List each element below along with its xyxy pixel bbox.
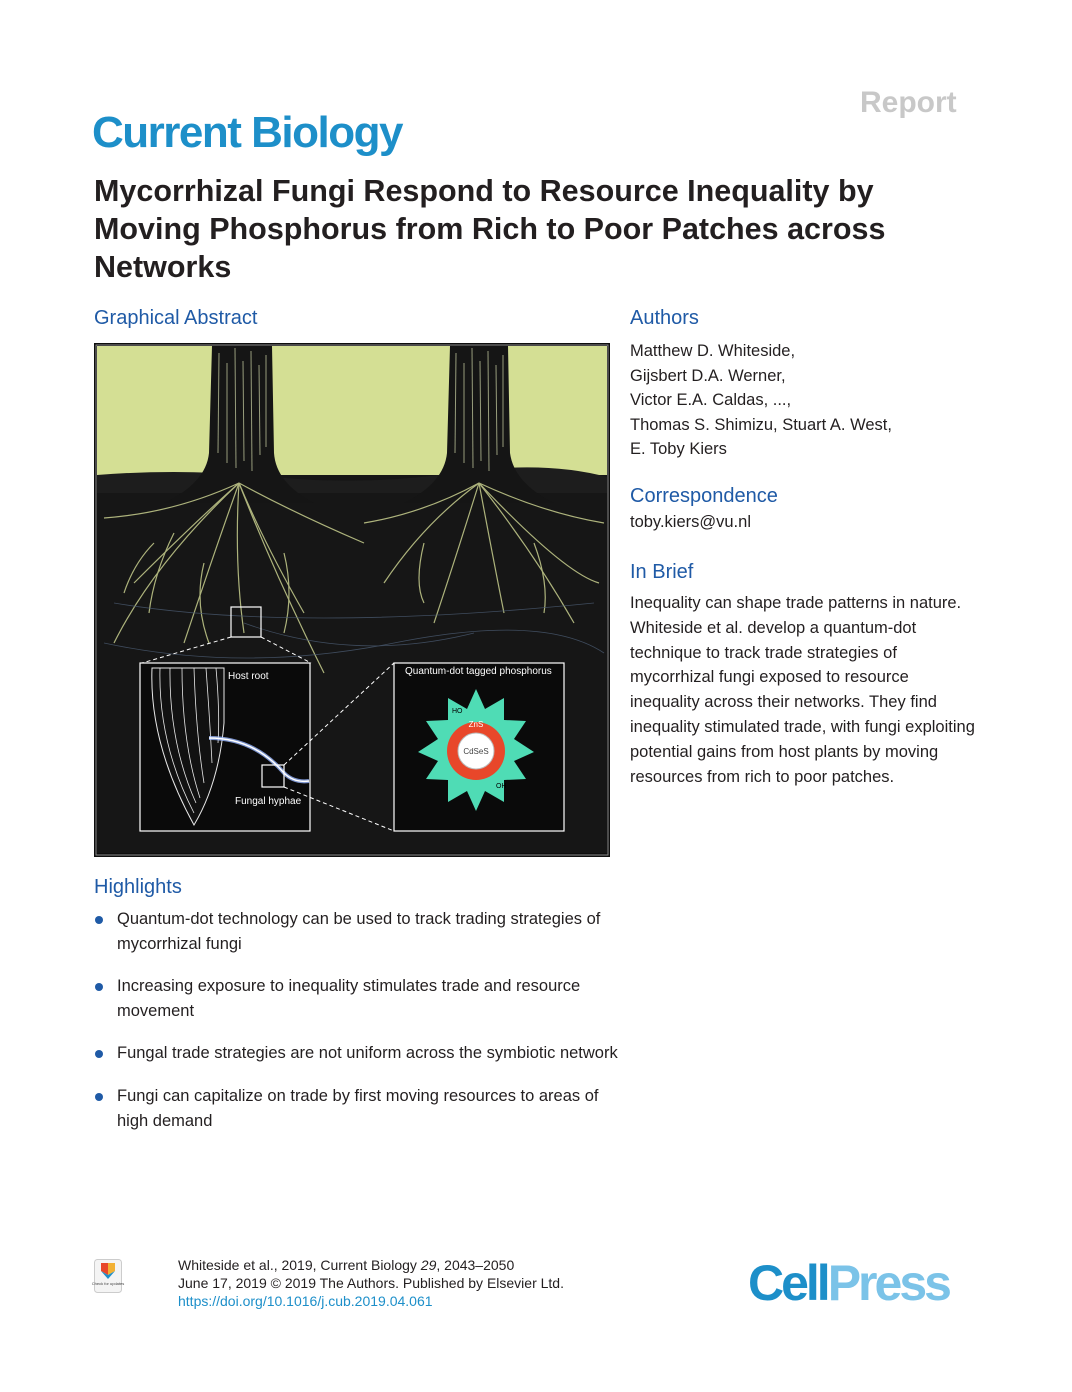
graphical-abstract-figure (94, 343, 610, 857)
author-line: Gijsbert D.A. Werner, (630, 366, 786, 385)
highlight-item: Increasing exposure to inequality stimulates trade and resource movement (94, 974, 624, 1023)
figure-sky (97, 346, 607, 476)
highlights-heading: Highlights (94, 876, 182, 898)
highlight-item: Quantum-dot technology can be used to track trading strategies of mycorrhizal fungi (94, 907, 624, 956)
cellpress-logo: CellPress (748, 1255, 949, 1311)
author-line: E. Toby Kiers (630, 440, 727, 459)
host-root-label: Host root (228, 671, 269, 682)
author-line: Matthew D. Whiteside, (630, 342, 796, 360)
correspondence-heading: Correspondence (630, 485, 778, 507)
core-label: CdSeS (463, 747, 489, 756)
author-line: Victor E.A. Caldas, ..., (630, 391, 792, 410)
highlight-item: Fungal trade strategies are not uniform across the symbiotic network (94, 1041, 624, 1066)
host-root-panel (140, 663, 310, 831)
citation-block (178, 1256, 564, 1310)
check-for-updates-label: Check for updates (91, 1281, 125, 1286)
publication-date-line: June 17, 2019 © 2019 The Authors. Published by Elsevier Ltd. (178, 1275, 564, 1291)
doi-link[interactable]: https://doi.org/10.1016/j.cub.2019.04.061 (178, 1293, 433, 1309)
ligand-oh-label: OH (496, 783, 507, 790)
author-line: Thomas S. Shimizu, Stuart A. West, (630, 415, 892, 434)
authors-heading: Authors (630, 307, 699, 329)
bullet-icon (95, 1050, 103, 1058)
article-type-label: Report (860, 86, 957, 119)
citation-volume: 29 (420, 1257, 437, 1273)
correspondence-email[interactable]: toby.kiers@vu.nl (630, 513, 751, 531)
bullet-icon (95, 1093, 103, 1101)
bullet-icon (95, 916, 103, 924)
in-brief-text: Inequality can shape trade patterns in nature. Whiteside et al. develop a quantum-dot technique to track trade strategies of mycorrhizal fungi exposed to resource inequality across their networks. They find inequality stimulated trade, with fungi exploiting potential gains from host plants by moving resources from rich to poor patches. (630, 594, 975, 786)
in-brief-heading: In Brief (630, 561, 694, 583)
article-title: Mycorrhizal Fungi Respond to Resource Inequality by Moving Phosphorus from Rich to Poor Patches across Networks (94, 174, 886, 284)
journal-name: Current Biology (92, 108, 402, 157)
ligand-ho-label: HO (452, 708, 463, 715)
bullet-icon (95, 983, 103, 991)
graphical-abstract-heading: Graphical Abstract (94, 307, 258, 329)
citation-line: Whiteside et al., 2019, Current Biology 29, 2043–2050 (178, 1257, 515, 1273)
author-list (630, 339, 990, 462)
quantum-dot-label: Quantum-dot tagged phosphorus (405, 666, 552, 677)
highlight-item: Fungi can capitalize on trade by first moving resources to areas of high demand (94, 1084, 624, 1133)
shell-label: ZnS (468, 720, 484, 729)
check-for-updates-icon[interactable] (91, 1259, 125, 1293)
quantum-dot-panel (394, 663, 564, 831)
fungal-hyphae-label: Fungal hyphae (235, 796, 302, 807)
highlights-list (94, 907, 624, 1151)
